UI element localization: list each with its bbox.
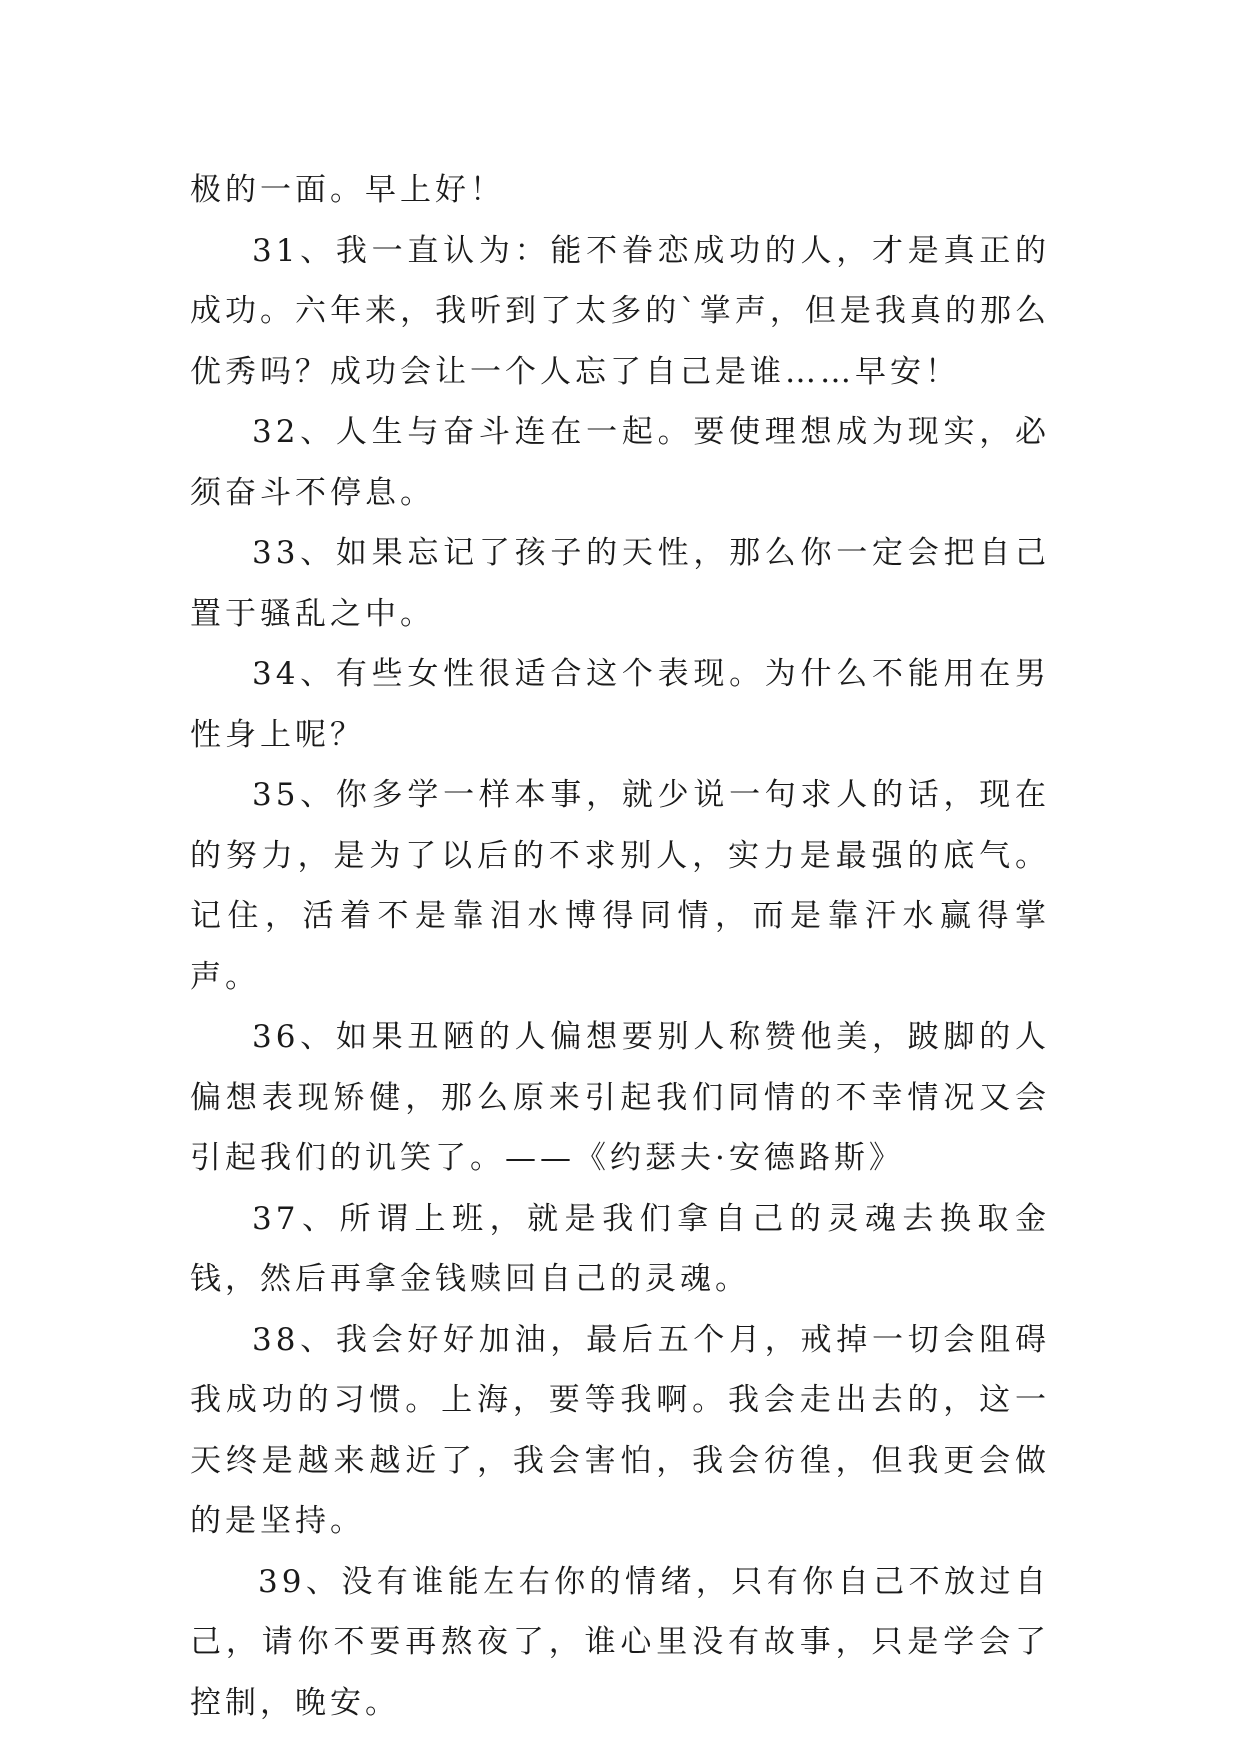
document-body (190, 160, 1050, 1733)
paragraph-37: 37、所谓上班，就是我们拿自己的灵魂去换取金钱，然后再拿金钱赎回自己的灵魂。 (190, 1200, 1050, 1297)
paragraph-continuation: 极的一面。早上好！ (190, 172, 505, 208)
paragraph-36: 36、如果丑陋的人偏想要别人称赞他美，跛脚的人偏想表现矫健，那么原来引起我们同情的不幸情况又会引起我们的讥笑了。——《约瑟夫·安德路斯》 (190, 1019, 1050, 1176)
paragraph-35: 35、你多学一样本事，就少说一句求人的话，现在的努力，是为了以后的不求别人，实力是最强的底气。记住，活着不是靠泪水博得同情，而是靠汗水赢得掌声。 (190, 777, 1050, 995)
paragraph-39: 39、没有谁能左右你的情绪，只有你自己不放过自己，请你不要再熬夜了，谁心里没有故事，只是学会了控制，晚安。 (190, 1563, 1050, 1721)
paragraph-38: 38、我会好好加油，最后五个月，戒掉一切会阻碍我成功的习惯。上海，要等我啊。我会走出去的，这一天终是越来越近了，我会害怕，我会彷徨，但我更会做的是坚持。 (190, 1321, 1050, 1539)
paragraph-34: 34、有些女性很适合这个表现。为什么不能用在男性身上呢？ (190, 656, 1050, 753)
paragraph-32: 32、人生与奋斗连在一起。要使理想成为现实，必须奋斗不停息。 (190, 414, 1050, 511)
paragraph-33: 33、如果忘记了孩子的天性，那么你一定会把自己置于骚乱之中。 (190, 535, 1050, 632)
paragraph-31: 31、我一直认为：能不眷恋成功的人，才是真正的成功。六年来，我听到了太多的`掌声，但是我真的那么优秀吗？成功会让一个人忘了自己是谁……早安！ (190, 232, 1050, 390)
